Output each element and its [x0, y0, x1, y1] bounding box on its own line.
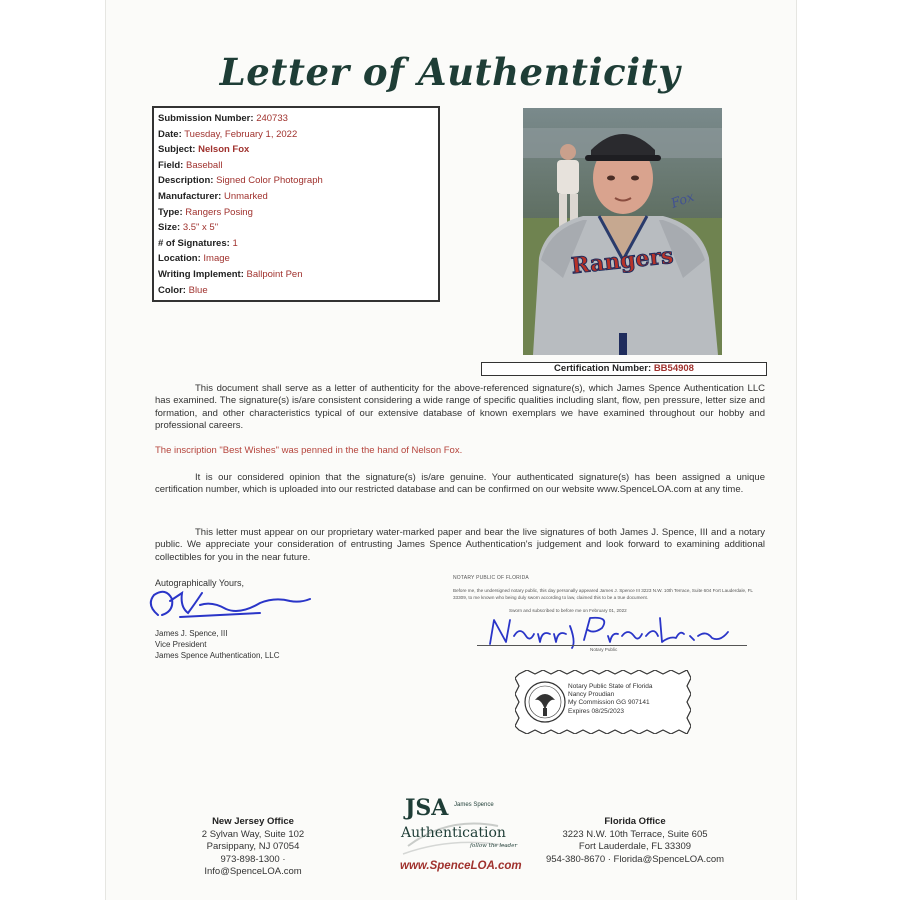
office-city: Parsippany, NJ 07054 [206, 841, 300, 852]
detail-value: Nelson Fox [198, 144, 250, 156]
detail-value: Image [203, 253, 230, 265]
paragraph-text: This letter must appear on our proprietary water-marked paper and bear the live signatures of both James J. Spence, III and a notary public. We appreciate your consideration of entrusting James Spence Authentication's judgement and look forward to examining additional collectibles for you in the near future. [155, 527, 765, 563]
certification-number: BB54908 [653, 363, 694, 374]
paragraph-examined [155, 383, 765, 433]
office-contact: 973-898-1300 · Info@SpenceLOA.com [204, 853, 302, 877]
detail-label: Writing Implement: [158, 268, 244, 280]
notary-stamp-text [568, 683, 653, 716]
office-city: Fort Lauderdale, FL 33309 [578, 841, 692, 852]
detail-label: Size: [158, 222, 181, 234]
jsa-website: www.SpenceLOA.com [400, 860, 522, 872]
signer-block [155, 628, 280, 661]
signer-name: James J. Spence, III [155, 629, 228, 638]
stamp-line: My Commission GG 907141 [568, 699, 650, 707]
detail-label: Location: [158, 253, 201, 265]
office-name: Florida Office [604, 816, 666, 827]
detail-label: Date: [158, 128, 182, 140]
detail-row [158, 173, 434, 189]
detail-label: Submission Number: [158, 113, 254, 124]
detail-row [158, 283, 434, 299]
jsa-logo-small: James Spence [454, 802, 494, 808]
detail-row [158, 111, 434, 127]
office-address: 3223 N.W. 10th Terrace, Suite 605 [562, 828, 708, 840]
notary-signature [480, 612, 750, 652]
stamp-line: Notary Public State of Florida [568, 683, 653, 690]
notary-sworn: Sworn and subscribed to before me on February 01, 2022 [509, 608, 627, 613]
photo-autograph: Fox [669, 189, 697, 212]
detail-value: 3.5" x 5" [182, 222, 219, 234]
jsa-logo-authentication: Authentication [401, 825, 506, 841]
detail-value: 240733 [256, 113, 288, 124]
detail-value: Tuesday, February 1, 2022 [184, 128, 298, 140]
certification-label: Certification Number: [554, 363, 652, 374]
nj-office [178, 816, 328, 879]
detail-value: Ballpoint Pen [246, 268, 303, 280]
notary-header: NOTARY PUBLIC OF FLORIDA [453, 575, 529, 581]
paragraph-watermark [155, 527, 765, 564]
detail-label: Field: [158, 159, 184, 171]
detail-label: Description: [158, 175, 214, 187]
stamp-line: Expires 08/25/2023 [568, 707, 625, 715]
detail-label: Color: [158, 284, 186, 296]
signer-title: Vice President [155, 640, 207, 649]
jersey-lettering: Rangers [569, 242, 675, 280]
detail-label: Manufacturer: [158, 190, 222, 202]
detail-value: Baseball [185, 159, 223, 171]
detail-row [158, 236, 434, 252]
notary-public-label: Notary Public [590, 647, 618, 652]
notary-signature-line [477, 645, 747, 646]
spence-signature [140, 585, 315, 630]
stamp-line: Nancy Proudian [568, 691, 615, 699]
office-contact: 954-380-8670 · Florida@SpenceLOA.com [545, 853, 725, 865]
office-name: New Jersey Office [212, 816, 294, 827]
detail-value: Signed Color Photograph [216, 175, 323, 187]
player-photo [523, 108, 722, 355]
detail-row [158, 251, 434, 267]
detail-value: Unmarked [223, 190, 268, 202]
fl-office [535, 816, 735, 866]
jsa-logo-tagline: follow the leader [470, 843, 518, 849]
detail-label: Type: [158, 206, 183, 218]
detail-label: # of Signatures: [158, 237, 230, 249]
detail-value: 1 [232, 237, 238, 249]
closing-text: Autographically Yours, [155, 578, 245, 588]
detail-value: Rangers Posing [185, 206, 253, 218]
detail-row [158, 267, 434, 283]
detail-row [158, 189, 434, 205]
detail-row [158, 220, 434, 236]
detail-row [158, 158, 434, 174]
office-address: 2 Sylvan Way, Suite 102 [201, 828, 305, 840]
detail-row [158, 205, 434, 221]
detail-value: Blue [188, 284, 208, 296]
page-title: Letter of Authenticity [219, 50, 681, 94]
detail-row [158, 127, 434, 143]
detail-row [158, 142, 434, 158]
certification-box [481, 362, 767, 376]
detail-label: Subject: [158, 144, 196, 156]
paragraph-text: It is our considered opinion that the signature(s) is/are genuine. Your authenticated signature(s) has been assigned a unique certification number, which is uploaded into our restricted database and can be confirmed on our website www.SpenceLOA.com at any time. [155, 472, 765, 496]
signer-company: James Spence Authentication, LLC [155, 651, 280, 660]
paragraph-text: This document shall serve as a letter of authenticity for the above-referenced signature(s), which James Spence Authentication LLC has examined. The signature(s) is/are consistent considering a wide range of specific qualities including slant, flow, pen pressure, letter size and formation, and other characteristics typical of our extensive database of known exemplars we have examined throughout our hobby and professional careers. [155, 383, 765, 432]
notary-statement: Before me, the undersigned notary public, this day personally appeared James J. Spence III 3223 N.W. 10th Terrace, Suite 604 Fort Lauderdale, FL 33309, to me known who being duly sworn according to law, claimed this to be a true document. [453, 588, 753, 600]
inscription-note: The inscription "Best Wishes" was penned in the the hand of Nelson Fox. [155, 445, 463, 456]
jsa-logo: JSA [405, 795, 449, 821]
details-box [152, 106, 440, 302]
paragraph-opinion [155, 472, 765, 497]
